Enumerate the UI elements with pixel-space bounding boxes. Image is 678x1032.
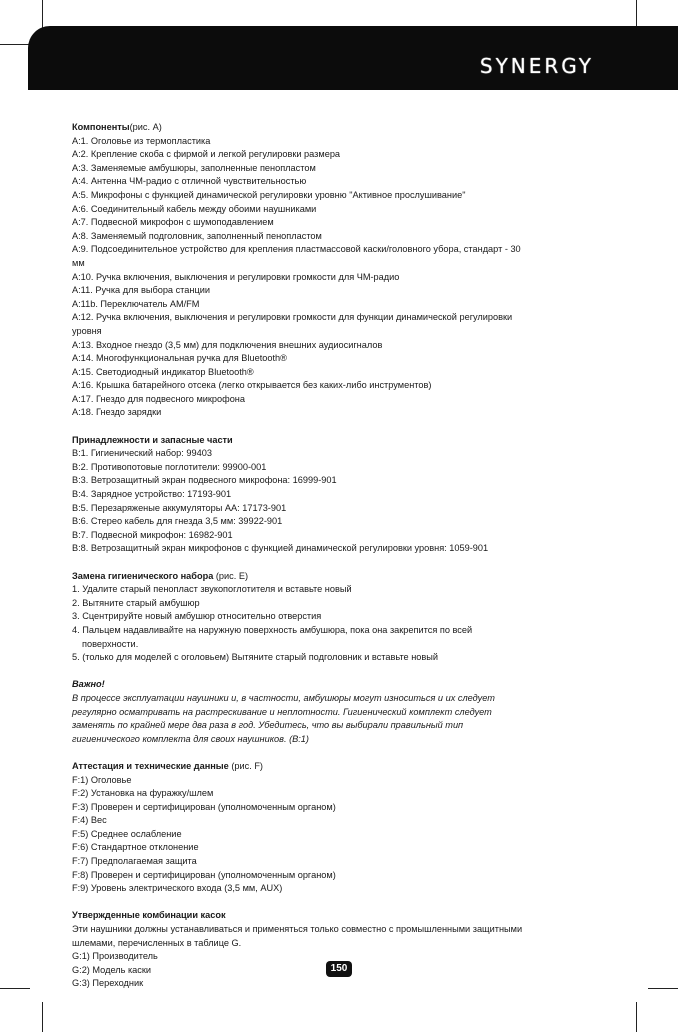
helmets-item: G:1) Производитель [72, 951, 158, 962]
important-text-line: регулярно осматривать на растрескивание и неплотности. Гигиенический комплект следует [72, 706, 492, 717]
accessory-item: B:3. Ветрозащитный экран подвесного микрофона: 16999-901 [72, 475, 337, 486]
component-item: A:13. Входное гнездо (3,5 мм) для подключения внешних аудиосигналов [72, 339, 383, 350]
attestation-item: F:5) Среднее ослабление [72, 828, 182, 839]
component-item: A:2. Крепление скоба с фирмой и легкой регулировки размера [72, 149, 341, 160]
helmets-text-line: Эти наушники должны устанавливаться и применяться только совместно с промышленными защитными [72, 924, 523, 935]
accessory-item: B:2. Противопотовые поглотители: 99900-001 [72, 461, 267, 472]
page-number: 150 [326, 961, 352, 977]
document-body [72, 121, 612, 991]
components-heading: Компоненты [72, 122, 130, 132]
component-item: A:15. Светодиодный индикатор Bluetooth® [72, 366, 254, 377]
important-text-line: заменять по крайней мере два раза в год. Убедитесь, что вы выбирали правильный тип [72, 720, 464, 731]
crop-mark-top-left-h [0, 44, 30, 45]
component-item: A:11b. Переключатель AM/FM [72, 298, 200, 309]
hygiene-step: 5. (только для моделей с оголовьем) Вытяните старый подголовник и вставьте новый [72, 652, 439, 663]
component-item: A:7. Подвесной микрофон с шумоподавлением [72, 217, 274, 228]
hygiene-step-continued: поверхности. [82, 638, 139, 649]
component-item: A:1. Оголовье из термопластика [72, 135, 211, 146]
hygiene-heading-suffix: (рис. E) [213, 570, 249, 581]
attestation-item: F:8) Проверен и сертифицирован (уполномоченным органом) [72, 869, 336, 880]
hygiene-step: 3. Сцентрируйте новый амбушюр относительно отверстия [72, 611, 322, 622]
component-item: A:5. Микрофоны с функцией динамической регулировки уровню "Активное прослушивание" [72, 189, 466, 200]
accessories-heading: Принадлежности и запасные части [72, 434, 233, 445]
crop-mark-top-left-v [42, 0, 43, 30]
hygiene-step: 1. Удалите старый пенопласт звукопоглотителя и вставьте новый [72, 584, 352, 595]
component-item-continued: уровня [72, 325, 102, 336]
crop-mark-bottom-right-h [648, 988, 678, 989]
brand-logo: SYNERGY [479, 54, 594, 78]
component-item: A:18. Гнездо зарядки [72, 407, 162, 418]
component-item: A:10. Ручка включения, выключения и регулировки громкости для ЧМ-радио [72, 271, 400, 282]
component-item: A:14. Многофункциональная ручка для Bluetooth® [72, 353, 287, 364]
attestation-heading-line [72, 760, 612, 774]
component-item: A:9. Подсоединительное устройство для крепления пластмассовой каски/головного убора, стандарт - 30 [72, 244, 521, 255]
component-item: A:11. Ручка для выбора станции [72, 285, 211, 296]
helmets-heading: Утвержденные комбинации касок [72, 910, 226, 921]
helmets-text-line: шлемами, перечисленных в таблице G. [72, 937, 242, 948]
accessory-item: B:5. Перезаряженые аккумуляторы АА: 17173-901 [72, 502, 287, 513]
attestation-item: F:6) Стандартное отклонение [72, 842, 199, 853]
crop-mark-bottom-left-h [0, 988, 30, 989]
crop-mark-bottom-right-v [636, 1002, 637, 1032]
attestation-heading: Аттестация и технические данные [72, 760, 229, 771]
attestation-item: F:1) Оголовье [72, 774, 132, 785]
important-text-line: гигиенического комплекта для своих наушников. (B:1) [72, 733, 309, 744]
component-item-continued: мм [72, 257, 85, 268]
hygiene-step: 4. Пальцем надавливайте на наружную поверхность амбушюра, пока она закрепится по всей [72, 624, 473, 635]
component-item: A:6. Соединительный кабель между обоими наушниками [72, 203, 317, 214]
important-heading: Важно! [72, 679, 105, 690]
helmets-item: G:2) Модель каски [72, 964, 152, 975]
component-item: A:16. Крышка батарейного отсека (легко открывается без каких-либо инструментов) [72, 380, 432, 391]
hygiene-step: 2. Вытяните старый амбушюр [72, 597, 200, 608]
attestation-item: F:2) Установка на фуражку/шлем [72, 788, 214, 799]
attestation-item: F:4) Вес [72, 815, 107, 826]
accessory-item: B:1. Гигиенический набор: 99403 [72, 448, 212, 459]
component-item: A:8. Заменяемый подголовник, заполненный пенопластом [72, 230, 322, 241]
components-heading-line [72, 121, 612, 135]
accessory-item: B:6. Стерео кабель для гнезда 3,5 мм: 39922-901 [72, 516, 283, 527]
attestation-item: F:3) Проверен и сертифицирован (уполномоченным органом) [72, 801, 336, 812]
attestation-item: F:7) Предполагаемая защита [72, 856, 197, 867]
component-item: A:4. Антенна ЧМ-радио с отличной чувствительностью [72, 176, 307, 187]
component-item: A:12. Ручка включения, выключения и регулировки громкости для функции динамической регулировки [72, 312, 513, 323]
accessory-item: B:8. Ветрозащитный экран микрофонов с функцией динамической регулировки уровня: 1059-901 [72, 543, 489, 554]
components-heading-suffix: (рис. A) [129, 122, 162, 132]
important-text-line: В процессе эксплуатации наушники и, в частности, амбушюры могут изноcиться и их следует [72, 692, 495, 703]
helmets-item: G:3) Переходник [72, 978, 144, 989]
hygiene-heading: Замена гигиенического набора [72, 570, 214, 581]
hygiene-heading-line [72, 570, 612, 584]
attestation-heading-suffix: (рис. F) [228, 760, 263, 771]
crop-mark-bottom-left-v [42, 1002, 43, 1032]
component-item: A:17. Гнездо для подвесного микрофона [72, 393, 245, 404]
accessory-item: B:7. Подвесной микрофон: 16982-901 [72, 529, 233, 540]
accessory-item: B:4. Зарядное устройство: 17193-901 [72, 489, 232, 500]
component-item: A:3. Заменяемые амбушюры, заполненные пенопластом [72, 162, 316, 173]
attestation-item: F:9) Уровень электрического входа (3,5 мм, AUX) [72, 883, 283, 894]
